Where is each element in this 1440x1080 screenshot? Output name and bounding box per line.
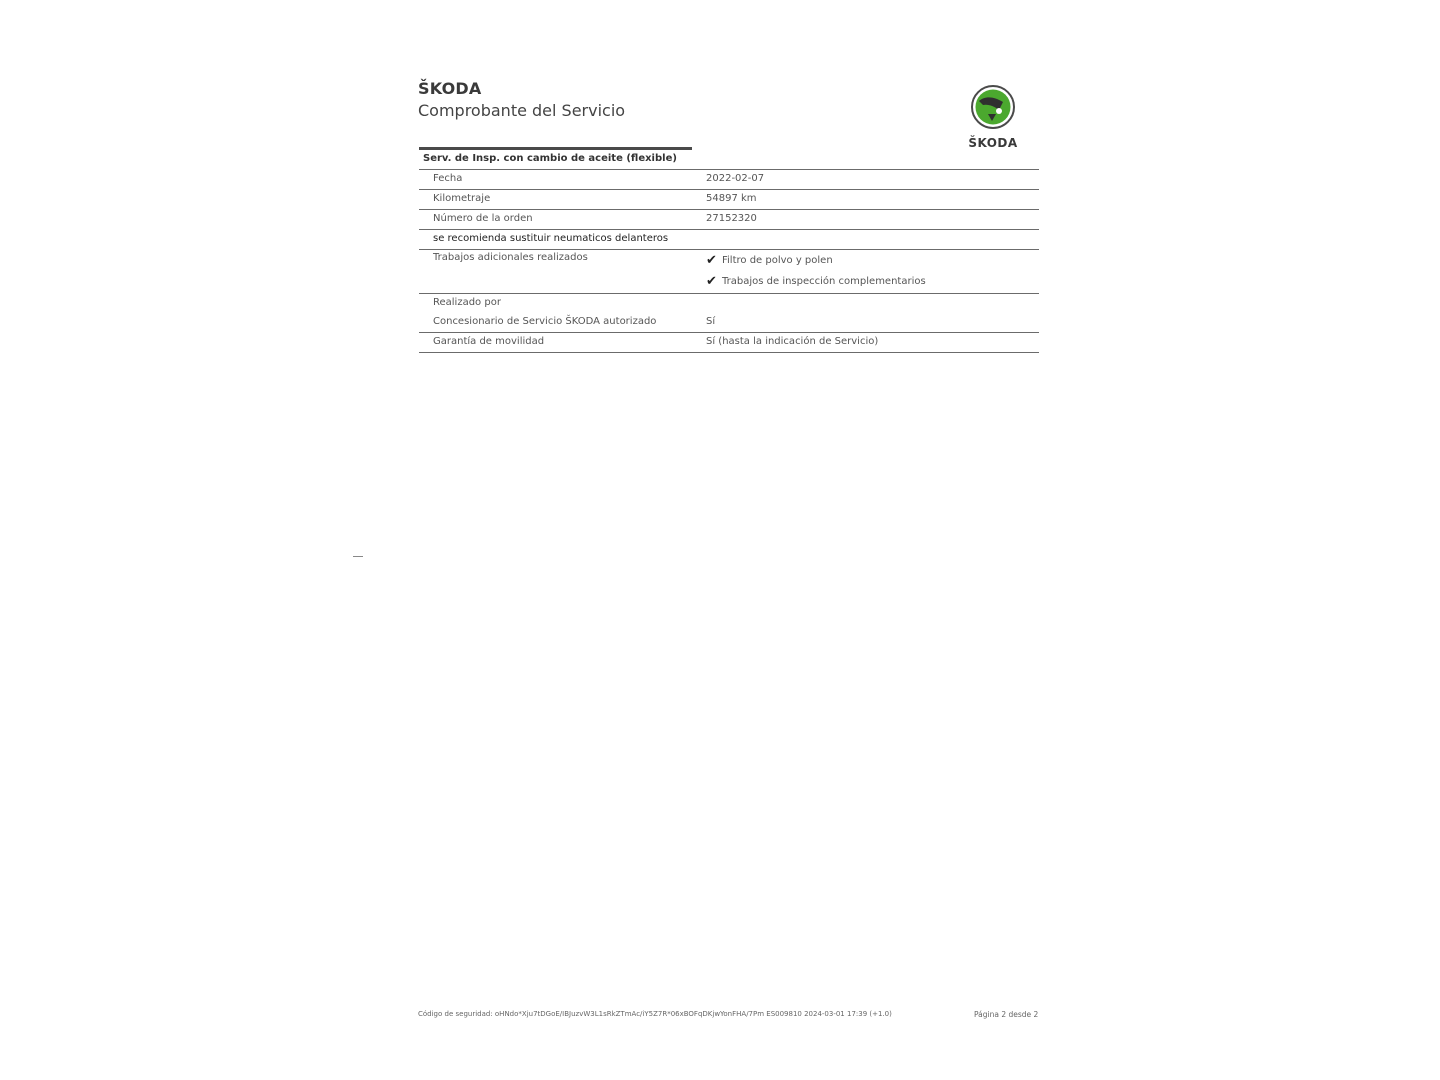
row-value: 27152320 — [706, 213, 757, 224]
brand-title: ŠKODA — [418, 79, 482, 98]
recommendation-note: se recomienda sustituir neumaticos delanteros — [433, 233, 669, 244]
checkmark-icon: ✔ — [706, 274, 717, 289]
scan-mark — [353, 556, 363, 557]
row-value: Sí (hasta la indicación de Servicio) — [706, 336, 879, 347]
table-row-note — [419, 230, 1039, 250]
section-title: Serv. de Insp. con cambio de aceite (flexible) — [419, 150, 1039, 170]
security-code: Código de seguridad: oHNdo*Xju7tDGoE/IBJuzvW3L1sRkZTmAc/iY5Z7R*06xBOFqDKjwYonFHA/7Pm ES009810 2024-03-01 17:39 (+1.0) — [418, 1010, 892, 1018]
logo-wordmark: ŠKODA — [968, 136, 1018, 150]
row-label: Garantía de movilidad — [433, 336, 545, 347]
additional-items — [706, 250, 1039, 293]
table-row-fecha — [419, 170, 1039, 190]
table-row-kilometraje — [419, 190, 1039, 210]
item-label: Filtro de polvo y polen — [722, 255, 833, 266]
performed-by-line — [419, 294, 1039, 313]
table-row-performed-by — [419, 294, 1039, 333]
row-label: Trabajos adicionales realizados — [433, 252, 588, 263]
row-label: Kilometraje — [433, 193, 491, 204]
document-title: Comprobante del Servicio — [418, 101, 626, 120]
row-label: Número de la orden — [433, 213, 533, 224]
list-item — [706, 250, 1039, 271]
row-value: 54897 km — [706, 193, 757, 204]
row-value: Sí — [706, 316, 716, 327]
checkmark-icon: ✔ — [706, 253, 717, 268]
skoda-winged-arrow-icon — [970, 84, 1016, 130]
service-table — [419, 150, 1039, 353]
skoda-logo — [960, 84, 1026, 150]
table-row-additional-work — [419, 250, 1039, 294]
page-number: Página 2 desde 2 — [974, 1010, 1039, 1019]
dealer-line — [419, 313, 1039, 332]
row-label: Fecha — [433, 173, 463, 184]
table-row-mobility — [419, 333, 1039, 353]
table-row-orden — [419, 210, 1039, 230]
item-label: Trabajos de inspección complementarios — [722, 276, 926, 287]
list-item — [706, 271, 1039, 292]
row-label: Realizado por — [433, 297, 501, 308]
row-value: 2022-02-07 — [706, 173, 765, 184]
row-label: Concesionario de Servicio ŠKODA autorizado — [433, 316, 657, 327]
